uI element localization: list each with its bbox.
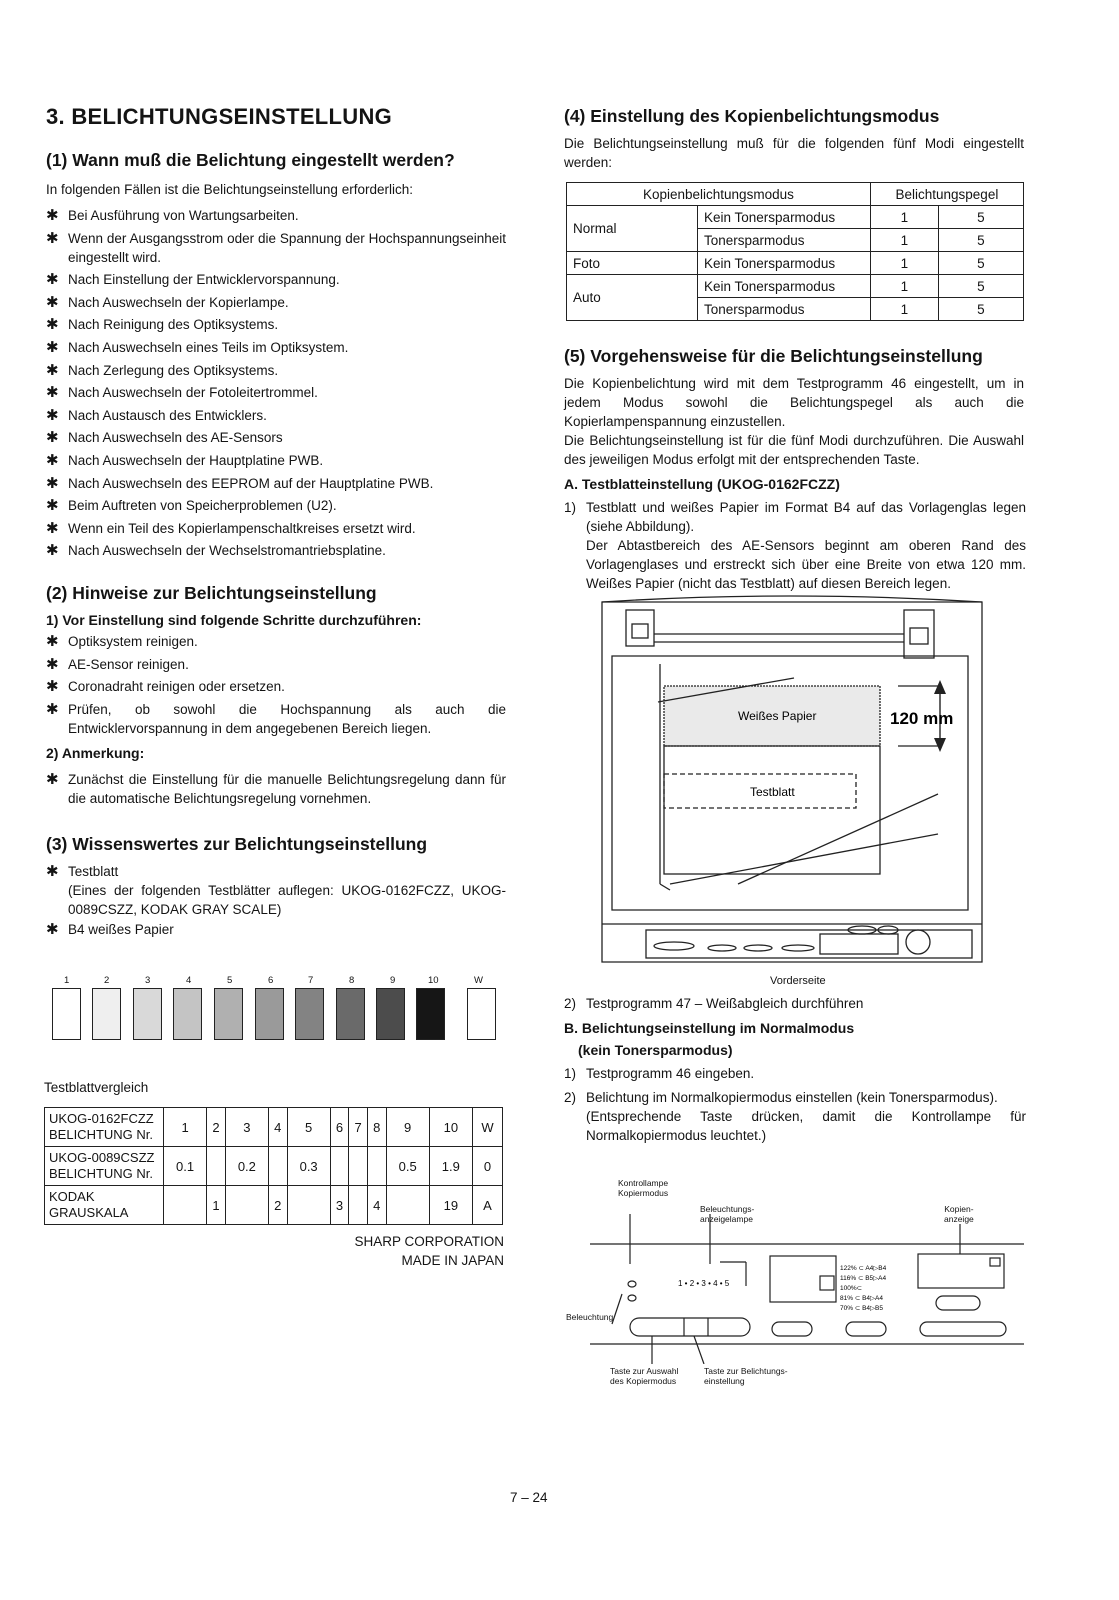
gray-swatch-2 [92,988,121,1040]
exposure-mode-table [566,182,1024,321]
table-cell: 3 [225,1108,268,1147]
list-item [46,315,506,334]
row-label-line: UKOG-0162FCZZ [49,1111,154,1126]
mode-auto: Auto [567,275,698,321]
submode: Kein Tonersparmodus [698,275,871,298]
fig-label-testblatt: Testblatt [750,785,795,799]
step-detail: Der Abtastbereich des AE-Sensors beginnt am oberen Rand des Vorlagenglases und erstreckt sich über eine Breite von etwa 120 mm. Weißes Papier (nicht das Testblatt) auf diesen Bereich legen. [586,538,1026,591]
submode: Kein Tonersparmodus [698,206,871,229]
section-a-heading: A. Testblatteinstellung (UKOG-0162FCZZ) [564,476,840,492]
list-item-text: Nach Auswechseln des EEPROM auf der Hauptplatine PWB. [68,475,434,491]
panel-ratio: 81% ⊂ B4▷A4 [840,1295,883,1302]
bullet-star-icon: ✱ [46,655,59,673]
panel-label-exp-key [704,1366,788,1386]
bullet-star-icon: ✱ [46,678,59,696]
level-low: 1 [870,252,938,275]
level-high: 5 [938,206,1023,229]
panel-ratio: 70% ⊂ B4▷B5 [840,1305,883,1312]
level-low: 1 [870,229,938,252]
section-3-item-testblatt [46,862,506,919]
swatch-label: 10 [428,975,439,986]
list-item [46,428,506,447]
mode-table-header-level: Belichtungspegel [870,183,1023,206]
list-item-text: Prüfen, ob sowohl die Hochspannung als auch die Entwicklervorspannung in dem angegebenen Bereich liegen. [68,701,506,736]
list-item [46,338,506,357]
section-4-heading: (4) Einstellung des Kopienbelichtungsmodus [564,106,940,126]
list-item-text: Nach Einstellung der Entwicklervorspannung. [68,272,340,288]
percent-key [936,1296,980,1310]
panel-label-line: Taste zur Auswahl [610,1366,679,1376]
bullet-star-icon: ✱ [46,519,59,537]
bullet-star-icon: ✱ [46,316,59,334]
swatch-label: 3 [145,975,151,986]
key-d [920,1322,1006,1336]
bullet-star-icon: ✱ [46,339,59,356]
list-item [46,383,506,402]
table-cell: 5 [287,1108,330,1147]
table-cell: 8 [367,1108,386,1147]
key-c [846,1322,886,1336]
gray-swatch-6 [255,988,284,1040]
table-cell [164,1186,207,1225]
table-cell: 0.3 [287,1147,330,1186]
step-number: 1) [564,1066,577,1081]
swatch-label: 6 [268,975,274,986]
list-item-text: AE-Sensor reinigen. [68,656,189,672]
list-item [46,770,506,808]
list-item-text: Nach Auswechseln eines Teils im Optiksystem. [68,340,349,355]
submode: Tonersparmodus [698,229,871,252]
section-3-heading: (3) Wissenswertes zur Belichtungseinstellung [46,834,428,854]
bullet-star-icon: ✱ [46,771,59,788]
table-cell [386,1186,429,1225]
table-cell: 7 [349,1108,368,1147]
list-item-text: Wenn ein Teil des Kopierlampenschaltkreises ersetzt wird. [68,520,416,536]
bullet-star-icon: ✱ [46,921,59,938]
table-cell: 10 [429,1108,472,1147]
level-low: 1 [870,206,938,229]
swatch-label: 9 [390,975,396,986]
list-item [46,496,506,515]
panel-ratio: 122% ⊂ A4▷B4 [840,1265,887,1272]
bullet-star-icon: ✱ [46,207,59,224]
section-5-para-2: Die Belichtungseinstellung ist für die fünf Modi durchzuführen. Die Auswahl des jeweiligen Modus erfolgt mit der entsprechenden Taste. [564,433,1024,467]
panel-label-line: Taste zur Belichtungs- [704,1366,788,1376]
gray-swatch-7 [295,988,324,1040]
section-2-heading: (2) Hinweise zur Belichtungseinstellung [46,583,377,603]
table-cell: 19 [429,1186,472,1225]
list-item [46,474,506,493]
list-item-text: Coronadraht reinigen oder ersetzen. [68,679,285,695]
key-b [772,1322,812,1336]
gray-swatch-9 [376,988,405,1040]
bullet-star-icon: ✱ [46,293,59,311]
section-4-intro: Die Belichtungseinstellung muß für die folgenden fünf Modi eingestellt werden: [564,136,1024,170]
list-item-text: Nach Auswechseln des AE-Sensors [68,430,283,446]
step-text: Testprogramm 47 – Weißabgleich durchführen [586,996,864,1011]
table-row [45,1108,503,1147]
level-high: 5 [938,252,1023,275]
list-item-text: Nach Austausch des Entwicklers. [68,407,267,423]
table-cell: 1.9 [429,1147,472,1186]
row-label-line: BELICHTUNG Nr. [49,1127,154,1142]
row-label-line: GRAUSKALA [49,1205,129,1220]
list-item-text: Nach Zerlegung des Optiksystems. [68,362,279,378]
gray-swatch-1 [52,988,81,1040]
control-panel-figure [590,1214,1024,1364]
list-item [46,677,506,696]
panel-scale: 1 • 2 • 3 • 4 • 5 [678,1279,730,1288]
list-item [46,229,506,267]
swatch-label: 1 [64,975,70,986]
submode: Tonersparmodus [698,298,871,321]
row-label-line: UKOG-0089CSZZ [49,1150,155,1165]
table-cell: 0.5 [386,1147,429,1186]
exposure-key [630,1318,750,1336]
table-cell: 2 [268,1186,287,1225]
step-number: 1) [564,500,577,515]
row-label [45,1186,164,1225]
table-cell: 3 [330,1186,349,1225]
panel-label-line: einstellung [704,1376,745,1386]
table-cell: 6 [330,1108,349,1147]
panel-label-left: Beleuchtung [566,1312,614,1322]
bullet-star-icon: ✱ [46,863,59,880]
hinge-right [904,610,934,658]
list-item-text: Beim Auftreten von Speicherproblemen (U2). [68,498,337,514]
gray-swatch-8 [336,988,365,1040]
list-item [46,451,506,470]
section-b-step-2 [564,1088,1026,1145]
fig-label-white-paper: Weißes Papier [738,709,817,723]
row-label-line: BELICHTUNG Nr. [49,1166,154,1181]
section-b-heading-2: (kein Tonersparmodus) [578,1042,733,1058]
list-item-text: Nach Auswechseln der Wechselstromantriebsplatine. [68,543,386,559]
gray-swatch-w [467,988,496,1040]
gray-swatch-4 [173,988,202,1040]
bullet-star-icon: ✱ [46,633,59,650]
list-item [46,519,506,538]
bullet-star-icon: ✱ [46,271,59,289]
table-cell: 1 [207,1186,226,1225]
dimension-arrow-down-icon [934,738,946,752]
table-cell: W [472,1108,502,1147]
fig-dim-label: 120 mm [890,709,954,728]
panel-ratio: 100%⊂ [840,1285,863,1292]
section-2-sub2: 2) Anmerkung: [46,745,145,761]
list-item [46,361,506,380]
section-b-heading-1: B. Belichtungseinstellung im Normalmodus [564,1020,855,1036]
page-title: 3. BELICHTUNGSEINSTELLUNG [46,104,393,129]
table-cell: 0.2 [225,1147,268,1186]
level-low: 1 [870,298,938,321]
list-item [46,406,506,425]
step-text: Belichtung im Normalkopiermodus einstellen (kein Tonersparmodus). [586,1090,998,1105]
bullet-star-icon: ✱ [46,229,59,247]
row-label [45,1147,164,1186]
level-high: 5 [938,298,1023,321]
swatch-label: 2 [104,975,110,986]
list-item-text: Nach Auswechseln der Hauptplatine PWB. [68,453,324,468]
panel-label-line: Kopiermodus [618,1188,669,1198]
control-panel-strip [646,930,972,958]
row-label-line: KODAK [49,1189,95,1204]
section-5-para-1: Die Kopienbelichtung wird mit dem Testprogramm 46 eingestellt, um in jedem Modus sowohl die Belichtungspegel als auch die Kopierlampenspannung einzustellen. [564,376,1024,429]
list-item-text: Optiksystem reinigen. [68,634,198,649]
level-high: 5 [938,275,1023,298]
table-cell: 4 [367,1186,386,1225]
step-detail: (Entsprechende Taste drücken, damit die Kontrollampe für Normalkopiermodus leuchtet.) [586,1109,1026,1143]
mode-foto: Foto [567,252,698,275]
table-cell: 1 [164,1108,207,1147]
table-row [45,1147,503,1186]
list-item-text: Nach Auswechseln der Fotoleitertrommel. [68,385,318,401]
level-low: 1 [870,275,938,298]
section-3-item-paper [46,920,506,939]
bullet-star-icon: ✱ [46,361,59,379]
list-item-text: Bei Ausführung von Wartungsarbeiten. [68,208,299,223]
list-item [46,270,506,289]
list-item-text: Nach Reinigung des Optiksystems. [68,317,279,333]
bullet-star-icon: ✱ [46,474,59,492]
section-1-heading: (1) Wann muß die Belichtung eingestellt werden? [46,150,455,170]
table-cell [367,1147,386,1186]
panel-ratio: 116% ⊂ B5▷A4 [840,1275,887,1282]
panel-label-line: anzeige [944,1214,974,1224]
section-a-step-2 [564,994,1026,1013]
testblatt-title: Testblatt [68,864,119,879]
panel-label-line: des Kopiermodus [610,1376,677,1386]
table-cell [330,1147,349,1186]
section-2-sub1: 1) Vor Einstellung sind folgende Schritte durchzuführen: [46,612,422,628]
table-cell: 2 [207,1108,226,1147]
panel-label-line: Beleuchtungs- [700,1204,755,1214]
panel-label-mode-key [610,1366,679,1386]
submode: Kein Tonersparmodus [698,252,871,275]
list-item [46,655,506,674]
test-sheet-compare-table [44,1107,503,1225]
panel-label-line: Kontrollampe [618,1178,669,1188]
list-item [46,206,506,225]
list-item-text: Zunächst die Einstellung für die manuelle Belichtungsregelung dann für die automatische Belichtungsregelung vornehmen. [68,772,506,806]
mode-table-header-mode: Kopienbelichtungsmodus [567,183,871,206]
swatch-label: 8 [349,975,355,986]
bullet-star-icon: ✱ [46,406,59,424]
table-cell: 4 [268,1108,287,1147]
list-item-text: Nach Auswechseln der Kopierlampe. [68,294,289,310]
table-cell [225,1186,268,1225]
bullet-star-icon: ✱ [46,497,59,515]
bullet-star-icon: ✱ [46,452,59,469]
bullet-star-icon: ✱ [46,429,59,447]
table-cell [349,1186,368,1225]
copies-display [918,1254,1004,1288]
table-row [45,1186,503,1225]
list-item [46,632,506,651]
table-cell [207,1147,226,1186]
row-label [45,1108,164,1147]
mode-normal: Normal [567,206,698,252]
list-item [46,293,506,312]
step-text: Testblatt und weißes Papier im Format B4 auf das Vorlagenglas legen (siehe Abbildung). [586,500,1026,534]
section-b-step-1 [564,1064,1026,1083]
list-item [46,541,506,560]
hinge-left [626,610,654,646]
table-cell [349,1147,368,1186]
swatch-label: 5 [227,975,233,986]
table-cell [268,1147,287,1186]
table-cell: 0.1 [164,1147,207,1186]
testblatt-detail: (Eines der folgenden Testblätter auflegen: UKOG-0162FCZZ, UKOG-0089CSZZ, KODAK GRAY SCALE) [68,883,506,917]
panel-label-mode-lamp [618,1178,668,1198]
list-item [46,700,506,738]
section-5-heading: (5) Vorgehensweise für die Belichtungseinstellung [564,346,983,366]
panel-label-line: anzeigelampe [700,1214,753,1224]
page-number: 7 – 24 [510,1490,548,1505]
swatch-label: W [474,975,483,986]
figure-caption: Vorderseite [770,975,826,987]
gray-swatch-10 [416,988,445,1040]
bullet-star-icon: ✱ [46,384,59,402]
gray-swatch-5 [214,988,243,1040]
step-text: Testprogramm 46 eingeben. [586,1066,755,1081]
swatch-label: 7 [308,975,314,986]
panel-label-line: Kopien- [944,1204,974,1214]
list-item-text: Wenn der Ausgangsstrom oder die Spannung der Hochspannungseinheit eingestellt wird. [68,230,506,265]
section-1-intro: In folgenden Fällen ist die Belichtungseinstellung erforderlich: [46,182,413,197]
maker-name: SHARP CORPORATION [354,1234,504,1249]
step-number: 2) [564,1090,577,1105]
bullet-star-icon: ✱ [46,700,59,718]
step-number: 2) [564,996,577,1011]
dimension-arrow-up-icon [934,680,946,694]
table-cell: 9 [386,1108,429,1147]
swatch-label: 4 [186,975,192,986]
level-high: 5 [938,229,1023,252]
table-cell [287,1186,330,1225]
copier-glass-figure [598,594,986,968]
swatch-caption: Testblattvergleich [44,1080,149,1095]
gray-swatch-3 [133,988,162,1040]
maker-origin: MADE IN JAPAN [401,1253,504,1268]
paper-text: B4 weißes Papier [68,922,174,937]
section-a-step-1 [564,498,1026,593]
table-cell: A [472,1186,502,1225]
table-cell: 0 [472,1147,502,1186]
bullet-star-icon: ✱ [46,542,59,560]
